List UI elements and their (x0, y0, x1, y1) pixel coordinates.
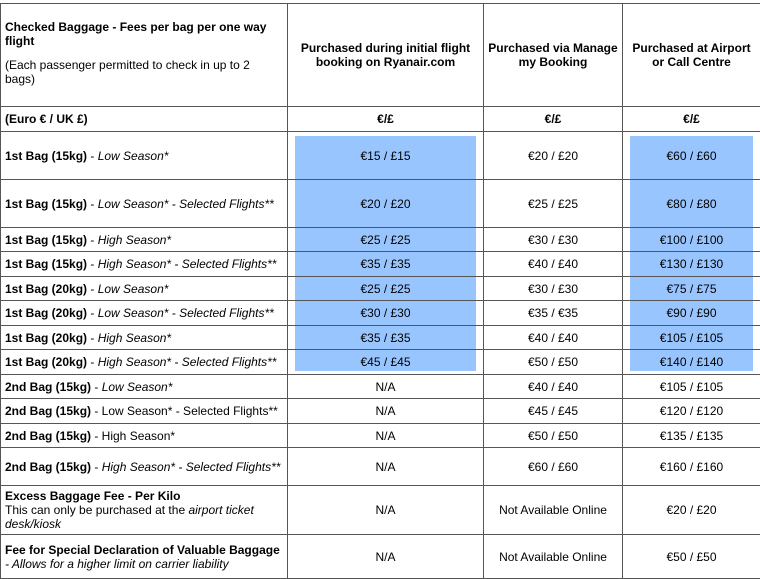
price-airport: €105 / £105 (623, 375, 760, 399)
valuable-desc: - Allows for a higher limit on carrier liability (5, 556, 229, 571)
price-initial: N/A (288, 448, 484, 486)
price-value: €20 / £20 (360, 196, 411, 211)
fee-row (1, 424, 760, 448)
fee-row-label (1, 399, 288, 424)
price-airport (623, 252, 760, 277)
fee-row (1, 277, 760, 301)
season-extra: - Selected Flights** (168, 196, 274, 211)
price-value: €140 / £140 (659, 355, 724, 369)
price-value: €60 / £60 (666, 148, 717, 163)
season-extra: - Selected Flights** (171, 355, 277, 369)
excess-title: Excess Baggage Fee - Per Kilo (5, 489, 181, 503)
price-value: €75 / £75 (666, 281, 717, 296)
fee-row-label (1, 350, 288, 375)
fee-row-label (1, 326, 288, 350)
price-airport (623, 301, 760, 326)
bag-sep: - (91, 379, 102, 394)
header-col-initial: Purchased during initial flight booking on Ryanair.com (288, 4, 484, 107)
price-manage: €50 / £50 (484, 424, 623, 448)
header-col-manage: Purchased via Manage my Booking (484, 4, 623, 107)
bag-type: 1st Bag (15kg) (5, 148, 88, 163)
price-value: €30 / £30 (360, 306, 411, 320)
fee-row (1, 228, 760, 252)
bag-type: 1st Bag (20kg) (5, 281, 88, 296)
price-initial (288, 180, 484, 228)
price-manage: €50 / £50 (484, 350, 623, 375)
units-airport: €/£ (623, 107, 760, 132)
season: Low Season* (97, 148, 169, 163)
bag-sep: - (87, 257, 98, 271)
price-manage: €20 / £20 (484, 132, 623, 180)
price-initial (288, 228, 484, 252)
bag-type: 1st Bag (20kg) (5, 330, 88, 345)
valuable-airport: €50 / £50 (623, 535, 760, 579)
fee-row-label (1, 132, 288, 180)
bag-sep: - (87, 148, 98, 163)
bag-type: 1st Bag (20kg) (5, 355, 88, 369)
excess-initial: N/A (288, 486, 484, 535)
bag-sep: - (87, 330, 98, 345)
bag-type: 1st Bag (15kg) (5, 196, 88, 211)
price-airport (623, 326, 760, 350)
price-value: €15 / £15 (360, 148, 411, 163)
bag-sep: - (91, 459, 102, 474)
excess-label (1, 486, 288, 535)
price-value: €80 / £80 (666, 196, 717, 211)
price-value: €35 / £35 (360, 330, 411, 345)
season: Low Season* (97, 281, 169, 296)
fee-row-label (1, 228, 288, 252)
price-manage: €40 / £40 (484, 375, 623, 399)
bag-sep: - (87, 281, 98, 296)
price-initial (288, 301, 484, 326)
fee-row (1, 180, 760, 228)
price-value: €45 / £45 (360, 355, 411, 369)
price-airport (623, 132, 760, 180)
price-initial (288, 252, 484, 277)
price-airport (623, 277, 760, 301)
price-manage: €30 / £30 (484, 228, 623, 252)
bag-type: 2nd Bag (15kg) (5, 379, 92, 394)
price-value: €100 / £100 (659, 232, 724, 247)
units-label: (Euro € / UK £) (1, 107, 288, 132)
price-initial (288, 350, 484, 375)
price-manage: €25 / £25 (484, 180, 623, 228)
valuable-title: Fee for Special Declaration of Valuable Baggage (5, 542, 280, 557)
price-airport: €160 / £160 (623, 448, 760, 486)
excess-desc-a: This can only be purchased at the (5, 503, 189, 517)
price-value: €25 / £25 (360, 281, 411, 296)
price-initial: N/A (288, 424, 484, 448)
price-manage: €30 / £30 (484, 277, 623, 301)
season: Low Season* (101, 379, 173, 394)
season: High Season* (97, 330, 172, 345)
fee-rows (1, 132, 760, 486)
excess-manage: Not Available Online (484, 486, 623, 535)
season: High Season* (97, 232, 172, 247)
fee-row (1, 448, 760, 486)
season: High Season* - Selected Flights** (101, 459, 281, 474)
fee-row-label (1, 180, 288, 228)
price-manage: €40 / £40 (484, 252, 623, 277)
units-manage: €/£ (484, 107, 623, 132)
price-initial: N/A (288, 375, 484, 399)
header-row (1, 4, 760, 107)
season-extra: - Selected Flights** (171, 257, 277, 271)
valuable-initial: N/A (288, 535, 484, 579)
price-manage: €60 / £60 (484, 448, 623, 486)
bag-type: 1st Bag (15kg) (5, 232, 88, 247)
price-initial (288, 277, 484, 301)
fee-row (1, 399, 760, 424)
valuable-manage: Not Available Online (484, 535, 623, 579)
price-value: €25 / £25 (360, 232, 411, 247)
bag-sep: - (87, 306, 98, 320)
excess-row (1, 486, 760, 535)
price-value: €130 / £130 (659, 257, 724, 271)
bag-type: 2nd Bag (15kg) (5, 428, 92, 443)
header-col-airport: Purchased at Airport or Call Centre (623, 4, 760, 107)
fee-row (1, 132, 760, 180)
season: High Season* (97, 257, 172, 271)
price-value: €105 / £105 (659, 330, 724, 345)
fee-row-label (1, 277, 288, 301)
price-initial: N/A (288, 399, 484, 424)
baggage-fees-table (0, 3, 760, 579)
bag-sep: - (87, 355, 98, 369)
units-row (1, 107, 760, 132)
fee-row-label (1, 448, 288, 486)
excess-airport: €20 / £20 (623, 486, 760, 535)
season: Low Season* (97, 306, 169, 320)
header-title-cell (1, 4, 288, 107)
fee-row (1, 252, 760, 277)
price-manage: €40 / £40 (484, 326, 623, 350)
price-airport (623, 180, 760, 228)
fee-row-label (1, 424, 288, 448)
bag-sep: - High Season* (91, 428, 176, 443)
bag-sep: - (87, 232, 98, 247)
fee-row-label (1, 375, 288, 399)
fee-row (1, 375, 760, 399)
price-initial (288, 132, 484, 180)
price-value: €90 / £90 (666, 306, 717, 320)
price-manage: €35 / €35 (484, 301, 623, 326)
bag-sep: - (87, 196, 98, 211)
season-extra: - Selected Flights** (168, 306, 274, 320)
fee-row (1, 301, 760, 326)
bag-type: 2nd Bag (15kg) (5, 459, 92, 474)
fee-row-label (1, 252, 288, 277)
season: High Season* (97, 355, 172, 369)
price-manage: €45 / £45 (484, 399, 623, 424)
valuable-row (1, 535, 760, 579)
fee-row (1, 350, 760, 375)
fee-row-label (1, 301, 288, 326)
price-airport (623, 228, 760, 252)
price-airport: €120 / £120 (623, 399, 760, 424)
units-initial: €/£ (288, 107, 484, 132)
price-airport (623, 350, 760, 375)
bag-sep: - Low Season* - Selected Flights** (91, 404, 278, 418)
bag-type: 1st Bag (20kg) (5, 306, 88, 320)
excess-desc-b: airport ticket desk/kiosk (5, 503, 254, 531)
season: Low Season* (97, 196, 169, 211)
price-initial (288, 326, 484, 350)
valuable-label (1, 535, 288, 579)
fee-row (1, 326, 760, 350)
bag-type: 2nd Bag (15kg) (5, 404, 92, 418)
header-title: Checked Baggage - Fees per bag per one way flight (5, 20, 267, 48)
bag-type: 1st Bag (15kg) (5, 257, 88, 271)
header-note: (Each passenger permitted to check in up to 2 bags) (5, 58, 250, 86)
price-airport: €135 / £135 (623, 424, 760, 448)
price-value: €35 / £35 (360, 257, 411, 271)
